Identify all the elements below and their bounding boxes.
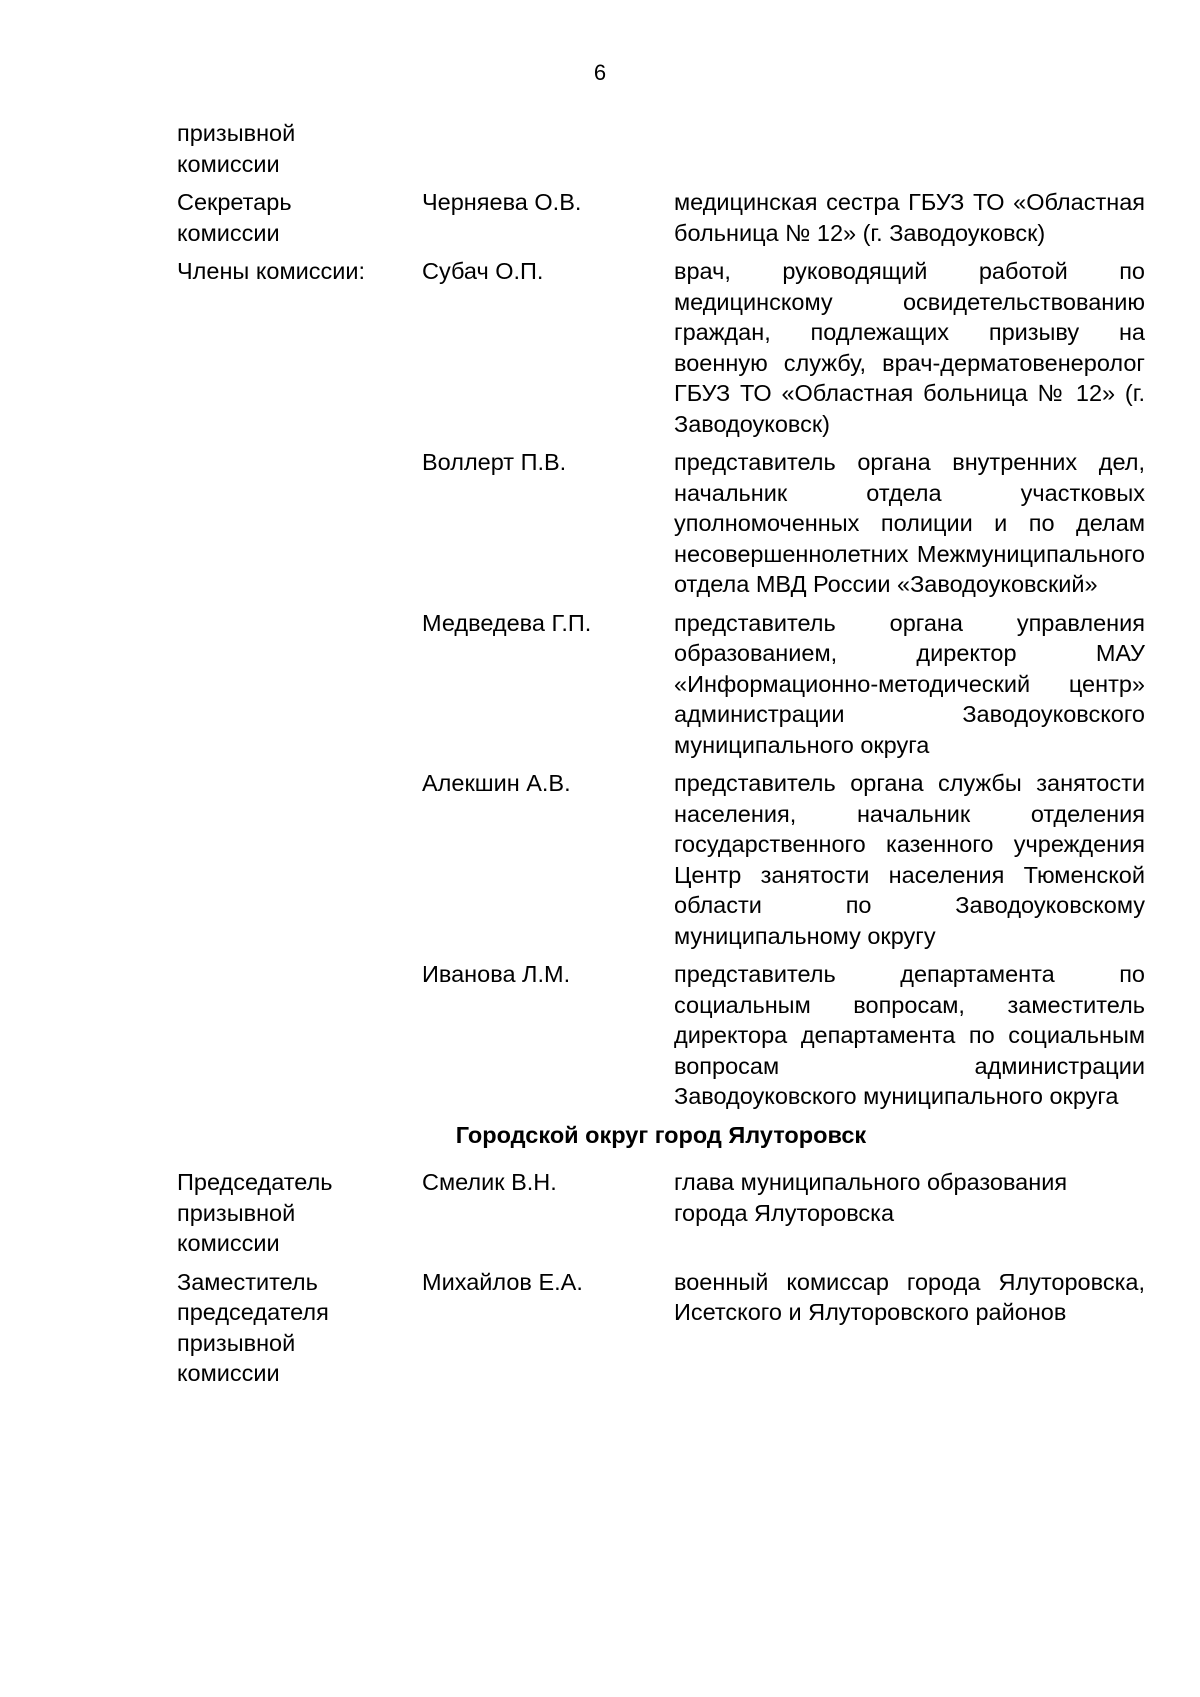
continued-role-label: призывной комиссии [177, 120, 296, 177]
member-row [177, 768, 1145, 951]
member-name: Михайлов Е.А. [422, 1268, 583, 1295]
member-name: Смелик В.Н. [422, 1169, 557, 1195]
member-description: представитель департамента по социальным вопросам, заместитель директора департамента по социальным вопросам администрации Заводоуковского муниципального округа [674, 961, 1145, 1109]
member-name: Воллерт П.В. [422, 449, 567, 475]
member-row [177, 608, 1145, 761]
section-heading-text: Городской округ город Ялуторовск [455, 1121, 867, 1148]
member-row [177, 1167, 1145, 1259]
member-description: глава муниципального образования города Ялуторовска [674, 1169, 1068, 1226]
member-row [177, 1267, 1145, 1389]
member-name: Алекшин А.В. [422, 770, 571, 796]
page-number: 6 [593, 60, 607, 85]
member-row [177, 959, 1145, 1112]
member-name: Медведева Г.П. [422, 609, 592, 636]
member-description: представитель органа управления образованием, директор МАУ «Информационно-методический центр» администрации Заводоуковского муниципального округа [674, 609, 1145, 758]
members-part1 [177, 187, 1145, 1112]
member-row [177, 447, 1145, 600]
section-heading [177, 1120, 1145, 1151]
member-name: Субач О.П. [422, 258, 544, 284]
member-row [177, 187, 1145, 248]
member-description: медицинская сестра ГБУЗ ТО «Областная больница № 12» (г. Заводоуковск) [674, 189, 1145, 246]
member-role: Члены комиссии: [177, 258, 366, 284]
member-role: Председатель призывной комиссии [177, 1169, 333, 1256]
continued-role-row [177, 118, 1145, 179]
member-name: Иванова Л.М. [422, 961, 571, 987]
member-role: Секретарь комиссии [177, 189, 292, 246]
member-description: представитель органа внутренних дел, начальник отдела участковых уполномоченных полиции и по делам несовершеннолетних Межмуниципального отдела МВД России «Заводоуковский» [674, 449, 1145, 597]
member-role: Заместитель председателя призывной комиссии [177, 1268, 329, 1386]
members-part2 [177, 1167, 1145, 1389]
member-description: представитель органа службы занятости населения, начальник отделения государственного казенного учреждения Центр занятости населения Тюменской области по Заводоуковскому муниципальному округу [674, 770, 1145, 949]
member-name: Черняева О.В. [422, 189, 582, 215]
commission-list [177, 118, 1145, 1397]
member-row [177, 256, 1145, 439]
member-description: врач, руководящий работой по медицинскому освидетельствованию граждан, подлежащих призыву на военную службу, врач-дерматовенеролог ГБУЗ ТО «Областная больница № 12» (г. Заводоуковск) [674, 258, 1145, 437]
member-description: военный комиссар города Ялуторовска, Исетского и Ялуторовского районов [674, 1268, 1145, 1325]
